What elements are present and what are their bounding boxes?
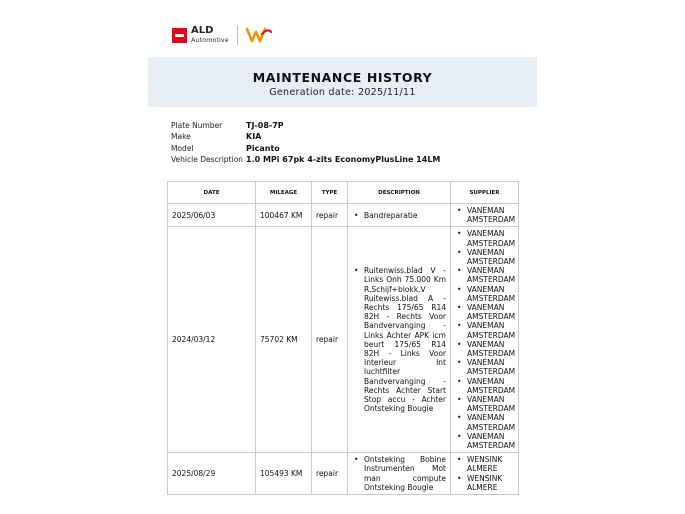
cell-date: 2025/06/03 bbox=[168, 204, 256, 227]
description-item: • Bandreparatie bbox=[364, 211, 446, 220]
make-row bbox=[171, 131, 440, 142]
vehicle-description-value: 1.0 MPi 67pk 4-zits EconomyPlusLine 14LM bbox=[246, 155, 441, 165]
description-item: • Ruitenwiss.blad V - Links Onh 75.000 Km R.Schijf+blokk.V Ruitewiss.blad A - Rechts 175/65 R14 82H - Rechts Voor Bandvervanging - Links Achter APK icm beurt 175/65 R14 82H - Links Voor Interieur Int luchtfilter Bandvervanging - Rechts Achter Start Stop accu - Achter Ontsteking Bougie bbox=[364, 266, 446, 413]
ald-logo-mark bbox=[172, 28, 187, 43]
supplier-item: • VANEMAN AMSTERDAM bbox=[467, 413, 514, 431]
table-row bbox=[168, 204, 519, 227]
make-value: KIA bbox=[246, 132, 262, 142]
cell-supplier bbox=[451, 204, 519, 227]
company-logo bbox=[172, 24, 272, 46]
supplier-item: • VANEMAN AMSTERDAM bbox=[467, 285, 514, 303]
col-header-supplier: SUPPLIER bbox=[451, 182, 519, 204]
col-header-date: DATE bbox=[168, 182, 256, 204]
table-row bbox=[168, 453, 519, 495]
supplier-item: • VANEMAN AMSTERDAM bbox=[467, 266, 514, 284]
supplier-item: • WENSINK ALMERE bbox=[467, 455, 514, 473]
cell-mileage: 100467 KM bbox=[256, 204, 312, 227]
supplier-item: • VANEMAN AMSTERDAM bbox=[467, 248, 514, 266]
table-header-row bbox=[168, 182, 519, 204]
supplier-list bbox=[455, 455, 514, 492]
cell-supplier bbox=[451, 453, 519, 495]
col-header-description: DESCRIPTION bbox=[348, 182, 451, 204]
cell-description bbox=[348, 453, 451, 495]
cell-type: repair bbox=[312, 453, 348, 495]
col-header-mileage: MILEAGE bbox=[256, 182, 312, 204]
ald-logo-text bbox=[191, 26, 229, 44]
cell-type: repair bbox=[312, 227, 348, 453]
vehicle-info bbox=[171, 120, 440, 165]
ald-logo-main: ALD bbox=[191, 25, 214, 37]
cell-date: 2024/03/12 bbox=[168, 227, 256, 453]
cell-mileage: 75702 KM bbox=[256, 227, 312, 453]
model-row bbox=[171, 143, 440, 154]
col-header-type: TYPE bbox=[312, 182, 348, 204]
cell-supplier bbox=[451, 227, 519, 453]
generation-date: Generation date: 2025/11/11 bbox=[269, 87, 416, 98]
supplier-item: • WENSINK ALMERE bbox=[467, 474, 514, 492]
model-value: Picanto bbox=[246, 143, 280, 153]
supplier-item: • VANEMAN AMSTERDAM bbox=[467, 377, 514, 395]
vehicle-description-label: Vehicle Description bbox=[171, 155, 243, 165]
supplier-item: • VANEMAN AMSTERDAM bbox=[467, 206, 514, 224]
cell-description bbox=[348, 204, 451, 227]
plate-label: Plate Number bbox=[171, 121, 223, 131]
leaseplan-logo-icon bbox=[246, 26, 272, 44]
report-header bbox=[148, 57, 537, 107]
cell-date: 2025/08/29 bbox=[168, 453, 256, 495]
ald-logo-sub: Automotive bbox=[191, 36, 229, 45]
logo-divider bbox=[237, 25, 238, 45]
supplier-item: • VANEMAN AMSTERDAM bbox=[467, 303, 514, 321]
maintenance-table bbox=[167, 181, 519, 495]
supplier-item: • VANEMAN AMSTERDAM bbox=[467, 340, 514, 358]
plate-row bbox=[171, 120, 440, 131]
supplier-item: • VANEMAN AMSTERDAM bbox=[467, 432, 514, 450]
supplier-item: • VANEMAN AMSTERDAM bbox=[467, 321, 514, 339]
supplier-list bbox=[455, 206, 514, 224]
description-item: • Ontsteking Bobine Instrumenten Mot man compute Ontsteking Bougie bbox=[364, 455, 446, 492]
supplier-item: • VANEMAN AMSTERDAM bbox=[467, 229, 514, 247]
table-row bbox=[168, 227, 519, 453]
model-label: Model bbox=[171, 143, 194, 153]
cell-description bbox=[348, 227, 451, 453]
supplier-item: • VANEMAN AMSTERDAM bbox=[467, 358, 514, 376]
make-label: Make bbox=[171, 132, 191, 142]
cell-type: repair bbox=[312, 204, 348, 227]
supplier-list bbox=[455, 229, 514, 450]
cell-mileage: 105493 KM bbox=[256, 453, 312, 495]
supplier-item: • VANEMAN AMSTERDAM bbox=[467, 395, 514, 413]
plate-value: TJ-08-7P bbox=[246, 121, 284, 131]
report-title: MAINTENANCE HISTORY bbox=[252, 70, 433, 85]
description-row bbox=[171, 154, 440, 165]
